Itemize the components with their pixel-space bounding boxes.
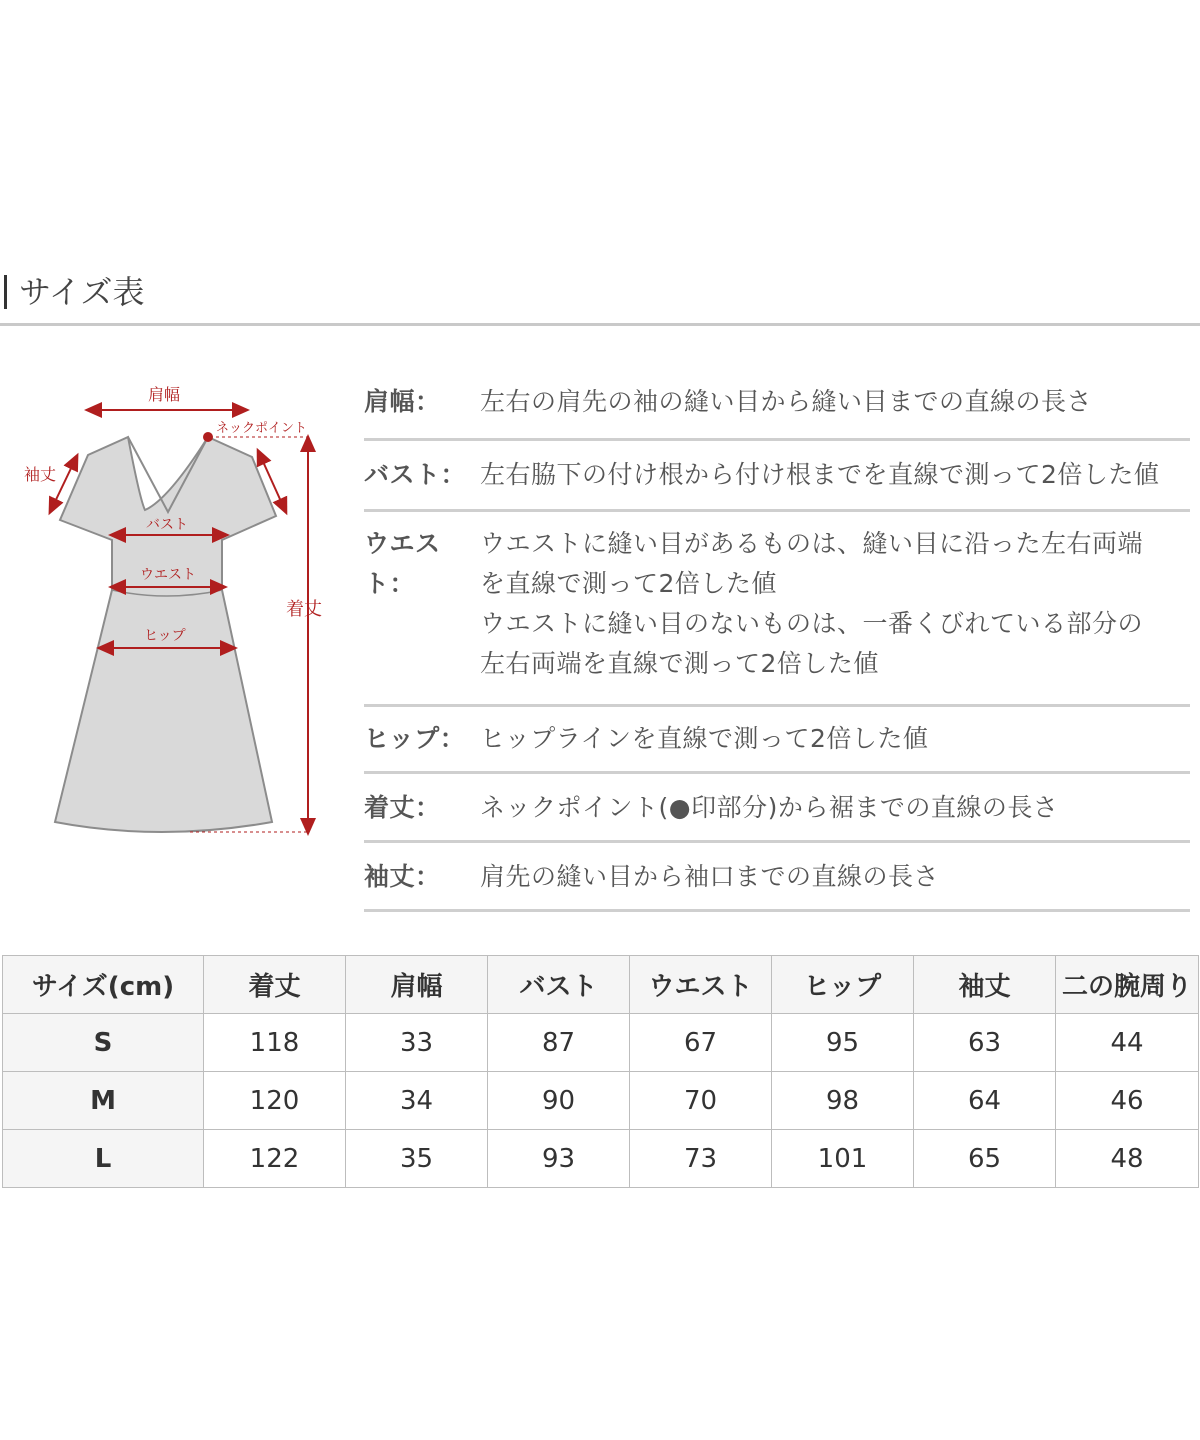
table-cell: 87 xyxy=(488,1014,630,1072)
definition-label: 袖丈： xyxy=(364,862,441,891)
page-title: サイズ表 xyxy=(19,273,145,311)
column-header-upper-arm: 二の腕周り xyxy=(1056,956,1199,1014)
definition-label: 肩幅： xyxy=(364,387,441,416)
table-cell: 73 xyxy=(630,1130,772,1188)
sleeve-label: 袖丈 xyxy=(24,465,57,484)
table-header-row xyxy=(3,956,1199,1014)
definition-text: ウエストに縫い目があるものは、縫い目に沿った左右両端 xyxy=(480,529,1144,558)
definition-text: 左右の肩先の袖の縫い目から縫い目までの直線の長さ xyxy=(480,387,1093,416)
definition-shoulder xyxy=(364,372,1190,441)
definition-text: 肩先の縫い目から袖口までの直線の長さ xyxy=(480,862,940,891)
definition-text: を直線で測って2倍した値 xyxy=(480,569,777,598)
table-cell: 122 xyxy=(204,1130,346,1188)
definition-text: ウエストに縫い目のないものは、一番くびれている部分の xyxy=(480,609,1144,638)
size-label: S xyxy=(3,1014,204,1072)
hip-label: ヒップ xyxy=(144,628,186,644)
definition-bust xyxy=(364,441,1190,512)
column-header-hip: ヒップ xyxy=(772,956,914,1014)
waist-label: ウエスト xyxy=(140,567,196,583)
neck-point-label: ネックポイント xyxy=(216,421,308,436)
length-label: 着丈 xyxy=(286,599,322,620)
definition-label: 着丈： xyxy=(364,793,441,822)
table-cell: 95 xyxy=(772,1014,914,1072)
table-cell: 63 xyxy=(914,1014,1056,1072)
table-cell: 67 xyxy=(630,1014,772,1072)
shoulder-label: 肩幅 xyxy=(148,385,181,404)
size-table xyxy=(2,955,1199,1188)
bust-label: バスト xyxy=(146,517,188,533)
table-cell: 70 xyxy=(630,1072,772,1130)
definition-length xyxy=(364,774,1190,843)
table-cell: 64 xyxy=(914,1072,1056,1130)
title-divider xyxy=(0,323,1200,326)
definition-waist xyxy=(364,512,1190,707)
table-cell: 44 xyxy=(1056,1014,1199,1072)
definition-label: ヒップ： xyxy=(364,724,466,753)
table-cell: 33 xyxy=(346,1014,488,1072)
table-cell: 120 xyxy=(204,1072,346,1130)
dress-illustration xyxy=(0,370,360,850)
definition-label: バスト： xyxy=(364,460,467,489)
table-cell: 118 xyxy=(204,1014,346,1072)
definition-hip xyxy=(364,707,1190,774)
table-cell: 48 xyxy=(1056,1130,1199,1188)
table-cell: 101 xyxy=(772,1130,914,1188)
definition-text: 左右脇下の付け根から付け根までを直線で測って2倍した値 xyxy=(480,460,1160,489)
column-header-length: 着丈 xyxy=(204,956,346,1014)
definition-sleeve xyxy=(364,843,1190,912)
column-header-size: サイズ(cm) xyxy=(3,956,204,1014)
table-cell: 98 xyxy=(772,1072,914,1130)
definition-text: 左右両端を直線で測って2倍した値 xyxy=(480,649,879,678)
table-cell: 46 xyxy=(1056,1072,1199,1130)
title-accent-bar xyxy=(4,275,7,309)
table-row xyxy=(3,1130,1199,1188)
table-cell: 35 xyxy=(346,1130,488,1188)
section-title xyxy=(4,272,144,312)
column-header-waist: ウエスト xyxy=(630,956,772,1014)
garment-diagram xyxy=(0,370,360,850)
column-header-shoulder: 肩幅 xyxy=(346,956,488,1014)
table-cell: 93 xyxy=(488,1130,630,1188)
table-cell: 90 xyxy=(488,1072,630,1130)
table-row xyxy=(3,1014,1199,1072)
table-cell: 65 xyxy=(914,1130,1056,1188)
size-label: M xyxy=(3,1072,204,1130)
definition-text: ネックポイント(●印部分)から裾までの直線の長さ xyxy=(480,793,1059,822)
neck-point-dot xyxy=(203,432,213,442)
table-row xyxy=(3,1072,1199,1130)
table-cell: 34 xyxy=(346,1072,488,1130)
size-label: L xyxy=(3,1130,204,1188)
measurement-definitions xyxy=(364,372,1190,912)
column-header-sleeve: 袖丈 xyxy=(914,956,1056,1014)
column-header-bust: バスト xyxy=(488,956,630,1014)
definition-label: ウエスト： xyxy=(364,529,441,598)
definition-text: ヒップラインを直線で測って2倍した値 xyxy=(480,724,929,753)
